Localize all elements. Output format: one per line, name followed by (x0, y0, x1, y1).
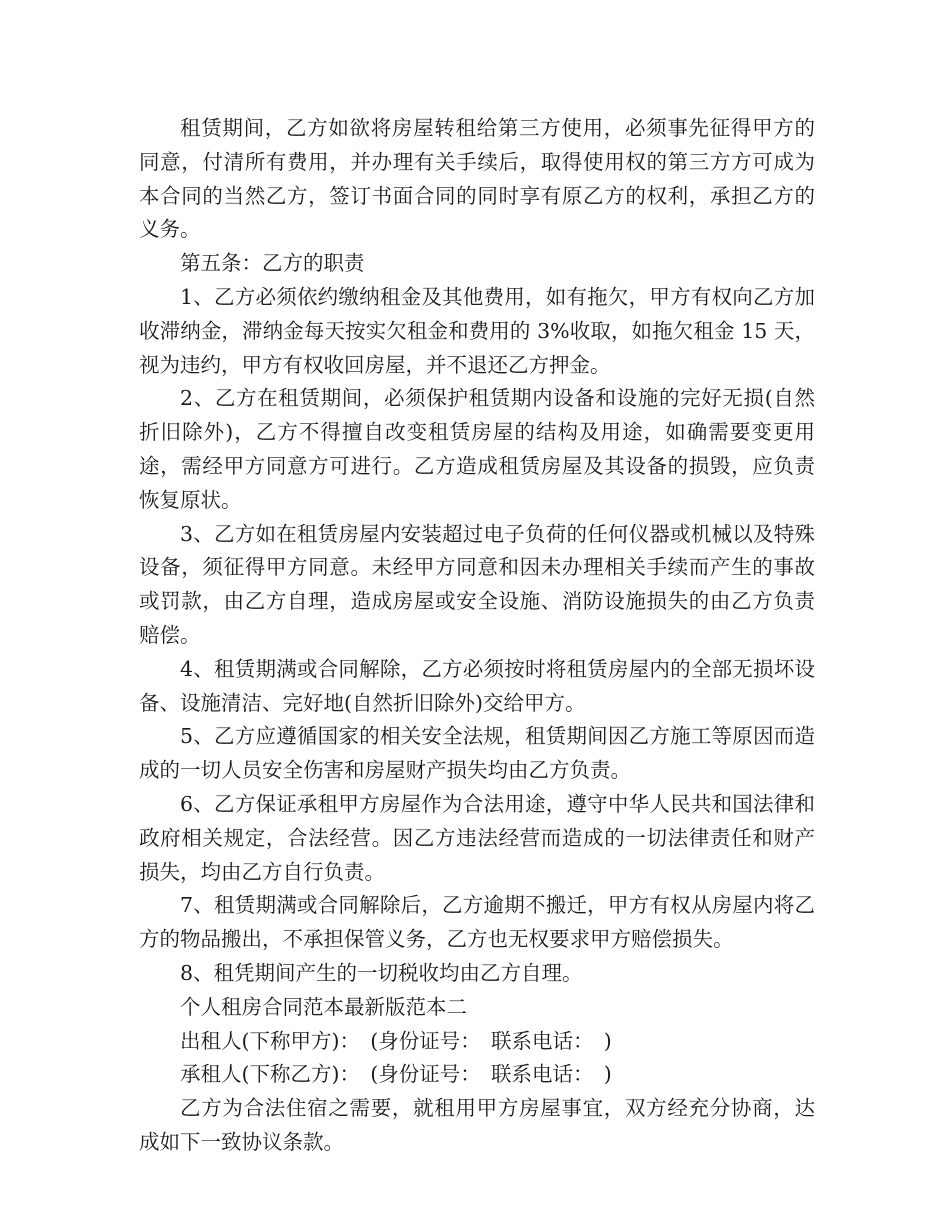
section-title-template-2: 个人租房合同范本最新版范本二 (180, 994, 467, 1019)
clause-6-legal-use: 6、乙方保证承租甲方房屋作为合法用途，遵守中华人民共和国法律和政府相关规定，合法经营。因乙方违法经营而造成的一切法律责任和财产损失，均由乙方自行负责。 (139, 791, 815, 884)
clause-2-equipment-protection: 2、乙方在租赁期间，必须保护租赁期内设备和设施的完好无损(自然折旧除外)，乙方不得擅自改变租赁房屋的结构及用途，如确需要变更用途，需经甲方同意方可进行。乙方造成租赁房屋及其设备的损毁，应负责恢复原状。 (139, 386, 815, 512)
clause-1-rent-payment: 1、乙方必须依约缴纳租金及其他费用，如有拖欠，甲方有权向乙方加收滞纳金，滞纳金每天按实欠租金和费用的 3%收取，如拖欠租金 15 天，视为违约，甲方有权收回房屋，并不退还乙方押金。 (139, 284, 815, 377)
clause-3-installation: 3、乙方如在租赁房屋内安装超过电子负荷的任何仪器或机械以及特殊设备，须征得甲方同意。未经甲方同意和因未办理相关手续而产生的事故或罚款，由乙方自理，造成房屋或安全设施、消防设施损失的由乙方负责赔偿。 (139, 521, 815, 647)
clause-5-safety: 5、乙方应遵循国家的相关安全法规，租赁期间因乙方施工等原因而造成的一切人员安全伤害和房屋财产损失均由乙方负责。 (139, 724, 815, 783)
clause-7-moving-out: 7、租赁期满或合同解除后，乙方逾期不搬迁，甲方有权从房屋内将乙方的物品搬出，不承担保管义务，乙方也无权要求甲方赔偿损失。 (139, 893, 815, 952)
lessee-line: 承租人(下称乙方)： (身份证号： 联系电话： ) (180, 1062, 612, 1087)
clause-4-handover: 4、租赁期满或合同解除，乙方必须按时将租赁房屋内的全部无损坏设备、设施清洁、完好地(自然折旧除外)交给甲方。 (139, 656, 815, 715)
paragraph-sublease: 租赁期间，乙方如欲将房屋转租给第三方使用，必须事先征得甲方的同意，付清所有费用，并办理有关手续后，取得使用权的第三方方可成为本合同的当然乙方，签订书面合同的同时享有原乙方的权利，承担乙方的义务。 (139, 116, 815, 242)
clause-8-taxes: 8、租凭期间产生的一切税收均由乙方自理。 (180, 960, 583, 985)
heading-article-5: 第五条：乙方的职责 (180, 251, 365, 276)
agreement-intro: 乙方为合法住宿之需要，就租用甲方房屋事宜，双方经充分协商，达成如下一致协议条款。 (139, 1096, 815, 1154)
document-page (139, 112, 815, 1160)
lessor-line: 出租人(下称甲方)： (身份证号： 联系电话： ) (180, 1028, 612, 1053)
